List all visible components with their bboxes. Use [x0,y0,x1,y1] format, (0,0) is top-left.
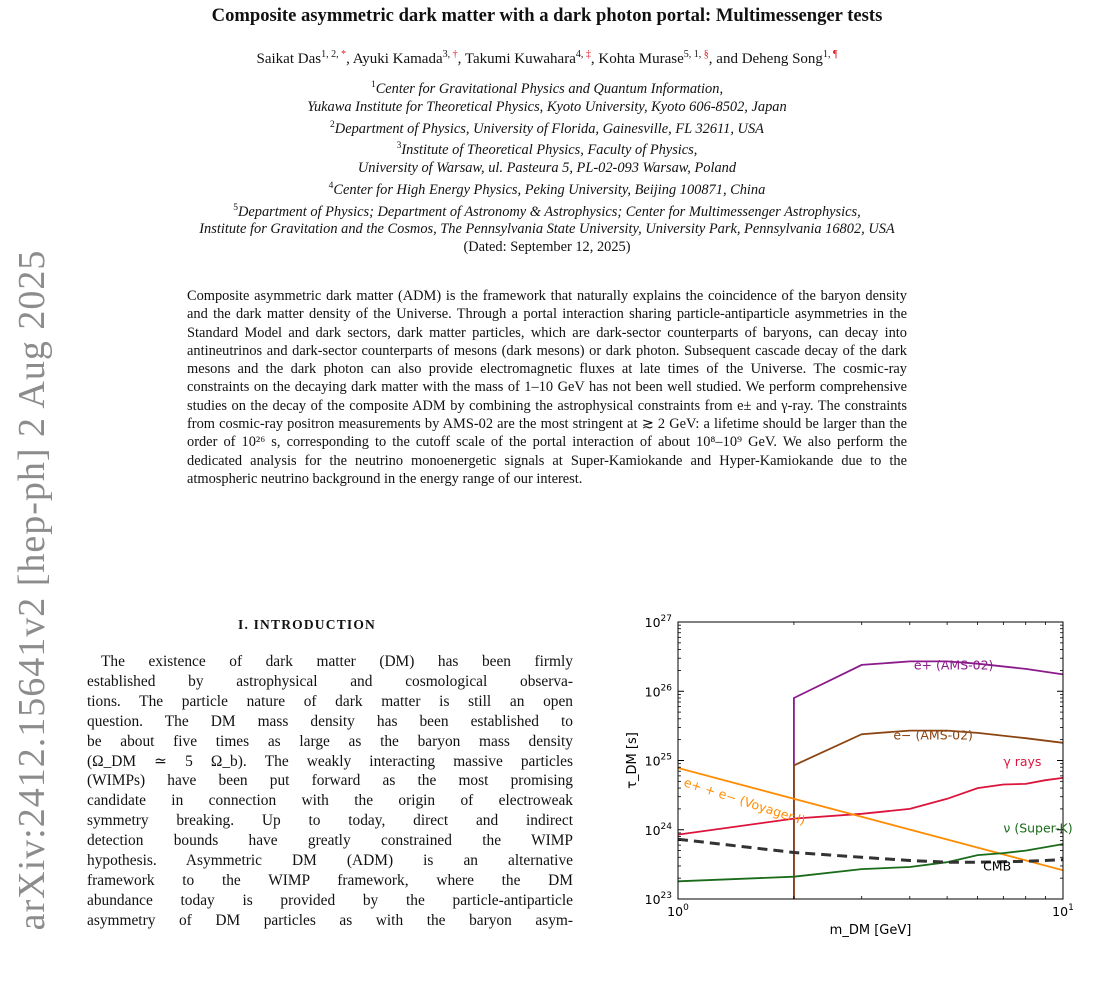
lifetime-constraint-figure [612,610,1082,940]
y-tick-label: $10^{25}$ [644,752,672,769]
intro-line: abundance today is provided by the particle-antiparticle [87,891,573,909]
author-name: Takumi Kuwahara [464,51,576,67]
author-affiliation-marks: 5, 1, § [683,49,709,60]
intro-line: question. The DM mass density has been established to [87,712,573,730]
curve-label: γ rays [1003,754,1042,770]
intro-line: asymmetry of DM particles as with the baryon asym- [87,911,573,929]
footnote-mark[interactable]: * [341,49,347,60]
intro-line: established by astrophysical and cosmological observa- [87,672,573,690]
footnote-mark[interactable]: † [452,49,458,60]
author-list: Saikat Das$^{1, 2, *}$, Ayuki Kamada$^{3, \dagger}$, Takumi Kuwahara$^{4, \ddagger}$, Kohta Murase$^{5, 1, \S}$, and Deheng Song$^{1, \P}$ [256,49,838,67]
intro-line: tions. The particle nature of dark matter is still an open [87,692,573,710]
author-name: Saikat Das [256,51,322,67]
author-affiliation-marks: 4, ‡ [575,49,591,60]
author-affiliation-marks: 1, ¶ [822,49,838,60]
intro-line: candidate in connection with the origin of electroweak [87,792,573,810]
curve-label: e− (AMS-02) [893,727,973,743]
intro-line: framework to the WIMP framework, where the DM [87,871,573,889]
paper-title: Composite asymmetric dark matter with a dark photon portal: Multimessenger tests [211,5,883,26]
intro-line: (Ω_DM ≃ 5 Ω_b). The weakly interacting massive particles [87,752,573,770]
dated-line: (Dated: September 12, 2025) [463,239,631,256]
footnote-mark[interactable]: ‡ [585,49,591,60]
lifetime-chart [612,610,1082,940]
x-axis-label: m_DM [GeV] [829,923,912,938]
y-axis-label: τ_DM [s] [625,732,640,789]
affiliation-line: University of Warsaw, ul. Pasteura 5, PL-02-093 Warsaw, Poland [357,160,737,177]
curve-label: e+ + e− (Voyager-I) [682,774,808,828]
author-name: and Deheng Song [716,51,823,67]
curve-label: ν (Super-K) [1003,820,1073,836]
introduction-text [87,652,573,931]
curve-label: e+ (AMS-02) [913,657,994,673]
section-heading: I. INTRODUCTION [237,617,377,632]
arxiv-id-text: arXiv:2412.15641v2 [hep-ph] 2 Aug 2025 [11,249,53,931]
affiliation-line: Institute for Gravitation and the Cosmos, The Pennsylvania State University, University Park, Pennsylvania 16802, USA [199,221,895,238]
affiliation-line: $^5$Department of Physics; Department of Astronomy & Astrophysics; Center for Multimessenger Astrophysics, [233,202,861,220]
affiliations [0,77,1094,257]
x-tick-label: $10^0$ [667,903,689,919]
affiliation-line: $^3$Institute of Theoretical Physics, Faculty of Physics, [396,141,698,159]
intro-line: The existence of dark matter (DM) has been firmly [101,653,573,670]
abstract: Composite asymmetric dark matter (ADM) is the framework that naturally explains the coincidence of the baryon density and the dark matter density of the Universe. Through a portal interaction sharing particle-antiparticle asymmetries in the Standard Model and dark sectors, dark matter particles, which are dark-sector counterparts of baryons, can decay into antineutrinos and dark-sector counterparts of mesons (dark mesons) or dark photon. Subsequent cascade decay of the dark mesons and the dark photon can also provide electromagnetic fluxes at late times of the Universe. The cosmic-ray constraints on the decaying dark matter with the mass of 1–10 GeV has not been well studied. We perform comprehensive studies on the decay of the composite ADM by combining the astrophysical constraints from e± and γ-ray. The constraints from cosmic-ray positron measurements by AMS-02 are the most stringent at ≳ 2 GeV: a lifetime should be larger than the order of 10²⁶ s, corresponding to the cutoff scale of the portal interaction of about 10⁸–10⁹ GeV. We also perform the dedicated analysis for the neutrino monoenergetic signals at Super-Kamiokande and Hyper-Kamiokande due to the atmospheric neutrino background in the energy range of our interest. [187,288,907,487]
author-affiliation-marks: 3, † [442,49,458,60]
author-name: Kohta Murase [598,51,684,67]
intro-line: detection bounds have greatly constrained the WIMP [87,832,573,850]
intro-line: be about five times as large as the baryon mass density [87,732,573,750]
series-line-0 [794,661,1063,899]
y-tick-label: $10^{26}$ [644,683,672,700]
curve-label: CMB [983,858,1012,874]
author-name: Ayuki Kamada [352,51,443,67]
x-tick-label: $10^1$ [1052,903,1074,919]
footnote-mark[interactable]: § [703,49,709,60]
footnote-mark[interactable]: ¶ [832,49,838,60]
y-tick-label: $10^{23}$ [644,891,672,907]
series-line-3 [678,768,1063,870]
y-tick-label: $10^{27}$ [644,614,672,630]
affiliation-line: Yukawa Institute for Theoretical Physics, Kyoto University, Kyoto 606-8502, Japan [307,98,787,115]
affiliation-line: $^4$Center for High Energy Physics, Peking University, Beijing 100871, China [328,180,766,198]
intro-line: symmetry breaking. Up to today, direct and indirect [87,812,573,830]
intro-line: hypothesis. Asymmetric DM (ADM) is an alternative [87,852,573,870]
y-tick-label: $10^{24}$ [644,821,672,838]
arxiv-side-stamp [2,249,62,931]
affiliation-line: $^1$Center for Gravitational Physics and Quantum Information, [370,80,724,97]
author-affiliation-marks: 1, 2, * [321,49,347,60]
intro-line: (WIMPs) have been put forward as the most promising [87,772,573,790]
affiliation-line: $^2$Department of Physics, University of Florida, Gainesville, FL 32611, USA [330,119,764,137]
